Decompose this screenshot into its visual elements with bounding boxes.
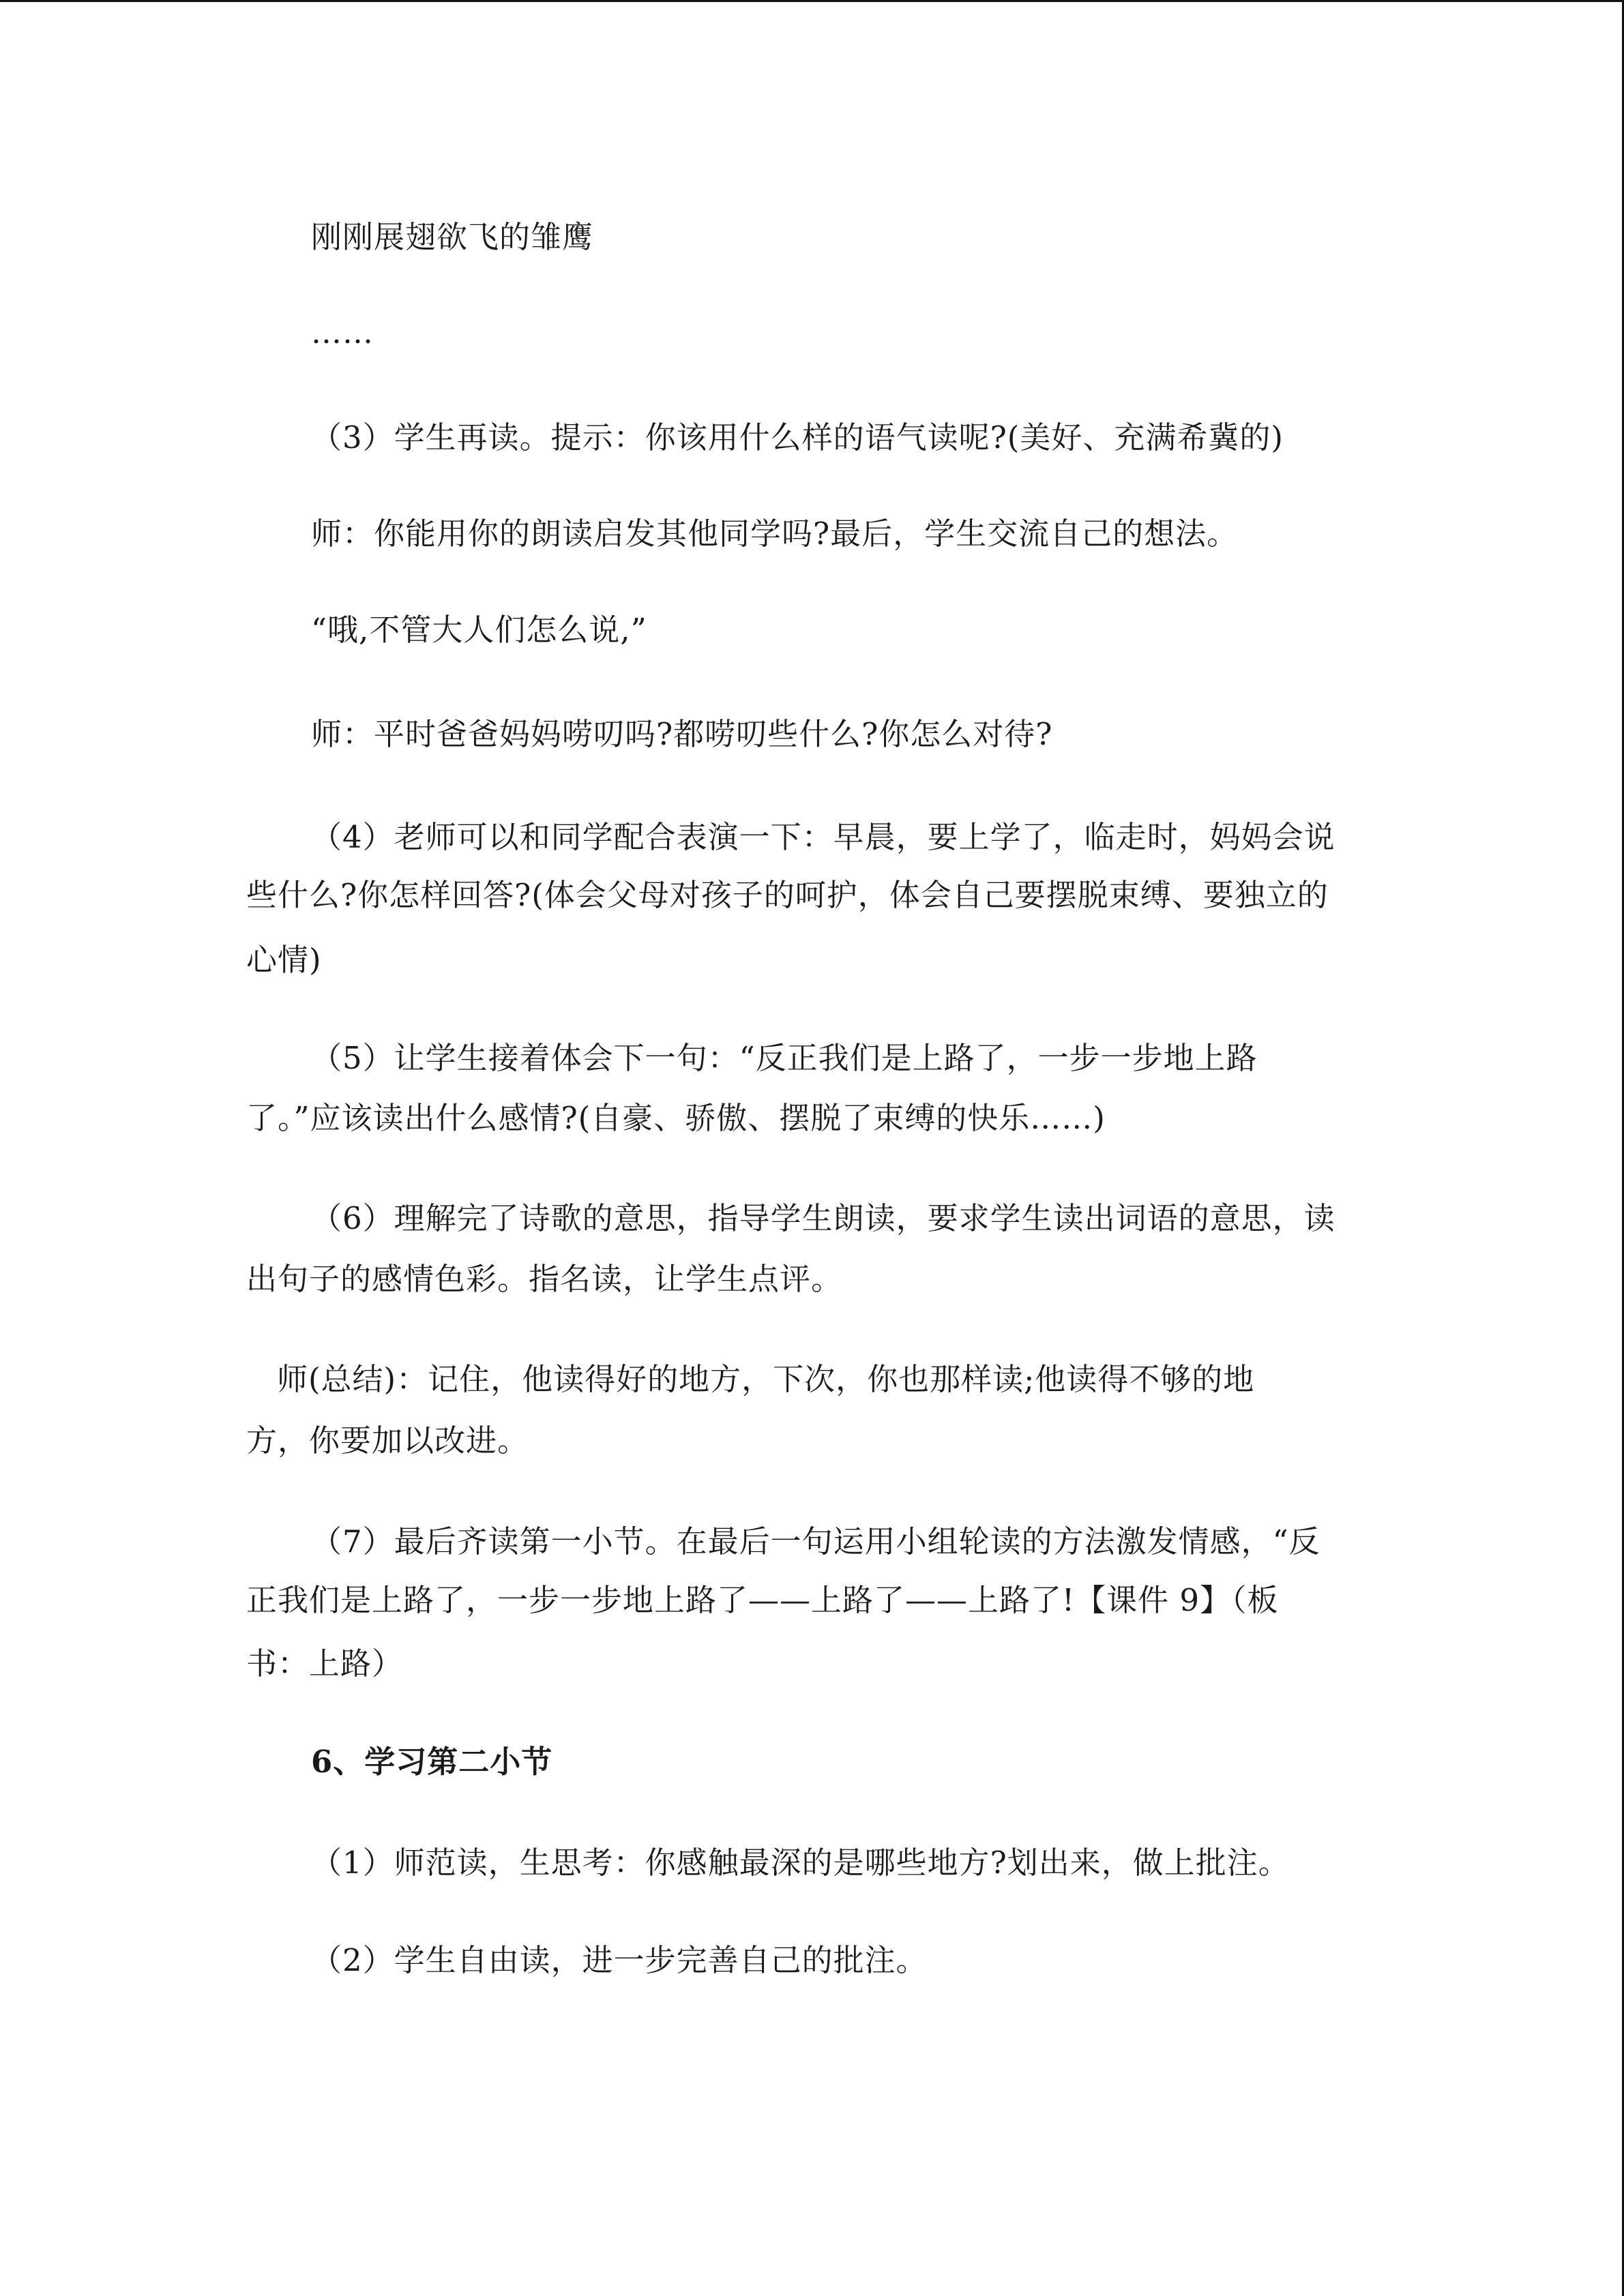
step-6-paragraph-line-1: （6）理解完了诗歌的意思，指导学生朗读，要求学生读出词语的意思，读 [311,1200,1335,1236]
step-7-paragraph-line-1: （7）最后齐读第一小节。在最后一句运用小组轮读的方法激发情感，“反 [311,1523,1320,1560]
quote-line: “哦,不管大人们怎么说,” [311,612,647,648]
teacher-prompt-paragraph: 师：你能用你的朗读启发其他同学吗?最后，学生交流自己的想法。 [311,516,1239,552]
step-4-paragraph-line-1: （4）老师可以和同学配合表演一下：早晨，要上学了，临走时，妈妈会说 [311,819,1335,855]
step-4-paragraph-line-3: 心情) [246,942,322,978]
step-6-paragraph-line-2: 出句子的感情色彩。指名读，让学生点评。 [246,1261,843,1297]
teacher-question-paragraph: 师：平时爸爸妈妈唠叨吗?都唠叨些什么?你怎么对待? [311,716,1053,752]
poem-line: 刚刚展翅欲飞的雏鹰 [311,219,594,255]
section-step-2: （2）学生自由读，进一步完善自己的批注。 [311,1942,928,1978]
teacher-summary-line-2: 方，你要加以改进。 [246,1422,529,1459]
top-border-line [0,0,1624,2]
step-3-paragraph: （3）学生再读。提示：你该用什么样的语气读呢?(美好、充满希冀的) [311,419,1284,456]
step-4-paragraph-line-2: 些什么?你怎样回答?(体会父母对孩子的呵护，体会自己要摆脱束缚、要独立的 [246,877,1329,913]
step-7-paragraph-line-2: 正我们是上路了，一步一步地上路了——上路了——上路了!【课件 9】（板 [246,1582,1279,1618]
step-7-paragraph-line-3: 书：上路） [246,1645,404,1682]
teacher-summary-line-1: 师(总结)：记住，他读得好的地方，下次，你也那样读;他读得不够的地 [277,1361,1255,1397]
section-step-1: （1）师范读，生思考：你感触最深的是哪些地方?划出来，做上批注。 [311,1845,1290,1881]
step-5-paragraph-line-1: （5）让学生接着体会下一句：“反正我们是上路了，一步一步地上路 [311,1040,1258,1076]
ellipsis-line: …… [311,314,374,351]
section-heading: 6、学习第二小节 [311,1744,553,1780]
step-5-paragraph-line-2: 了。”应该读出什么感情?(自豪、骄傲、摆脱了束缚的快乐……) [246,1100,1106,1136]
